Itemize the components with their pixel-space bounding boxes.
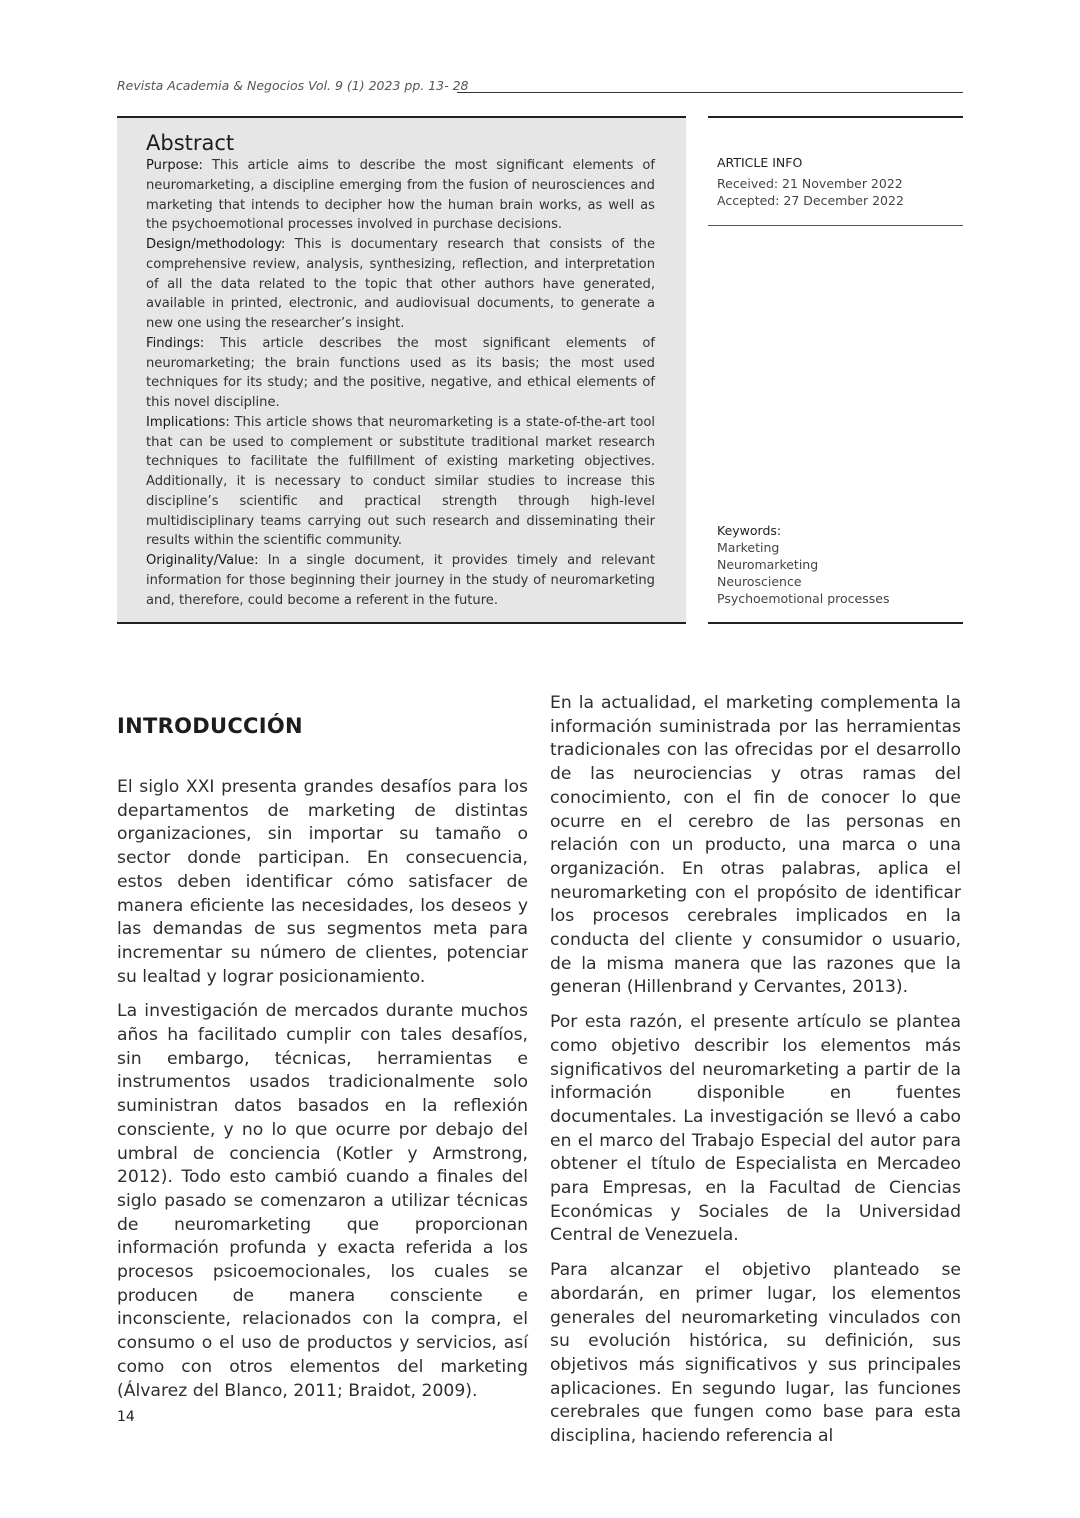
- body-paragraph: Para alcanzar el objetivo planteado se abordarán, en primer lugar, los elementos generales del neuromarketing vinculados con su evolución histórica, su definición, sus objetivos más significativos y sus principales aplicaciones. En segundo lugar, las funciones cerebrales que fungen como base para esta disciplina, haciendo referencia al: [550, 1260, 961, 1447]
- header-rule: [457, 92, 963, 93]
- body-column-left: [117, 776, 528, 1414]
- abstract-text: This article aims to describe the most significant elements of neuromarketing, a discipline emerging from the fusion of neurosciences and marketing that intends to decipher how the human brain works, as well as the psychoemotional processes involved in purchase decisions.: [146, 158, 655, 233]
- body-paragraph: La investigación de mercados durante muchos años ha facilitado cumplir con tales desafíos, sin embargo, técnicas, herramientas e instrumentos usados tradicionalmente solo suministran datos basados en la reflexión consciente, y no lo que ocurre por debajo del umbral de conciencia (Kotler y Armstrong, 2012). Todo esto cambió cuando a finales del siglo pasado se comenzaron a utilizar técnicas de neuromarketing que proporcionan información profunda y exacta referida a los procesos psicoemocionales, los cuales se producen de manera consciente e inconsciente, relacionados con la compra, el consumo o el uso de productos y servicios, así como con otros elementos del marketing (Álvarez del Blanco, 2011; Braidot, 2009).: [117, 1001, 528, 1401]
- body-paragraph: El siglo XXI presenta grandes desafíos para los departamentos de marketing de distintas organizaciones, sin importar su tamaño o sector donde participan. En consecuencia, estos deben identificar cómo satisfacer de manera eficiente las necesidades, los deseos y las demandas de sus segmentos meta para incrementar su número de clientes, potenciar su lealtad y lograr posicionamiento.: [117, 777, 528, 987]
- abstract-design: [146, 235, 655, 334]
- abstract-text: This article shows that neuromarketing is a state-of-the-art tool that can be used to complement or substitute traditional market research techniques to facilitate the fulfillment of existing marketing objectives. Additionally, it is necessary to conduct similar studies to increase this discipline’s scientific and practical strength through high-level multidisciplinary teams carrying out such research and disseminating their results within the scientific community.: [146, 414, 655, 549]
- keyword-item: Neuromarketing: [717, 557, 819, 572]
- abstract-text: This article describes the most significant elements of neuromarketing; the brain functions used as its basis; the most used techniques for its study; and the positive, negative, and ethical elements of this novel discipline.: [146, 335, 655, 410]
- abstract-text: This is documentary research that consists of the comprehensive review, analysis, synthesizing, reflection, and interpretation of all the data related to the topic that other authors have generated, available in printed, electronic, and audiovisual documents, to generate a new one using the researcher’s insight.: [146, 237, 655, 331]
- abstract-body: [146, 156, 655, 610]
- received-date: Received: 21 November 2022: [717, 176, 903, 191]
- abstract-label: Implications:: [146, 414, 230, 430]
- article-info-heading: ARTICLE INFO: [717, 155, 803, 170]
- abstract-title: Abstract: [146, 131, 235, 155]
- abstract-implications: [146, 413, 655, 551]
- body-paragraph: Por esta razón, el presente artículo se plantea como objetivo describir los elementos más significativos del neuromarketing a partir de la información disponible en fuentes documentales. La investigación se llevó a cabo en el marco del Trabajo Especial del autor para obtener el título de Especialista en Mercadeo para Empresas, en la Facultad de Ciencias Económicas y Sociales de la Universidad Central de Venezuela.: [550, 1012, 961, 1246]
- abstract-label: Findings:: [146, 335, 205, 351]
- running-head: Revista Academia & Negocios Vol. 9 (1) 2023 pp. 13- 28: [117, 78, 469, 93]
- keyword-item: Neuroscience: [717, 574, 802, 589]
- abstract-label: Originality/Value:: [146, 553, 259, 568]
- body-paragraph: En la actualidad, el marketing complementa la información suministrada por las herramientas tradicionales con las ofrecidas por el desarrollo de las neurociencias y otras ramas del conocimiento, con el fin de conocer lo que ocurre en el cerebro de las personas en relación con un producto, una marca o una organización. En otras palabras, aplica el neuromarketing con el propósito de identificar los procesos cerebrales implicados en la conducta del cliente y consumidor o usuario, de la misma manera que las razones que la generan (Hillenbrand y Cervantes, 2013).: [550, 693, 961, 998]
- section-title: INTRODUCCIÓN: [117, 714, 303, 738]
- keyword-item: Marketing: [717, 540, 780, 555]
- page-number: 14: [117, 1409, 135, 1425]
- abstract-label: Purpose:: [146, 158, 203, 173]
- abstract-box: [117, 116, 686, 624]
- article-info-panel: [708, 116, 963, 226]
- keywords-block: [708, 522, 963, 624]
- abstract-originality: [146, 551, 655, 610]
- accepted-date: Accepted: 27 December 2022: [717, 193, 904, 208]
- abstract-text: In a single document, it provides timely and relevant information for those beginning their journey in the study of neuromarketing and, therefore, could become a referent in the future.: [146, 553, 655, 608]
- abstract-purpose: [146, 156, 655, 235]
- keyword-item: Psychoemotional processes: [717, 591, 890, 606]
- body-column-right: [550, 692, 961, 1460]
- abstract-findings: [146, 334, 655, 413]
- keywords-title: Keywords:: [717, 523, 782, 538]
- abstract-label: Design/methodology:: [146, 237, 286, 252]
